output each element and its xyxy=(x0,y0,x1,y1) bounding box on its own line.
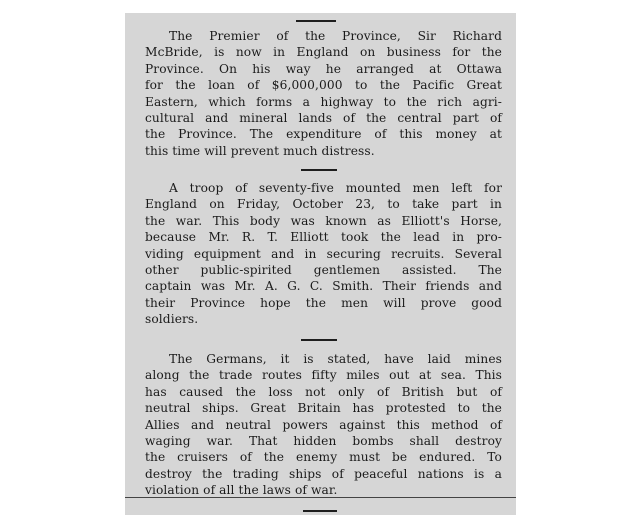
text-line: soldiers. xyxy=(145,312,199,327)
text-line: their Province hope the men will prove good xyxy=(145,295,502,310)
text-line: destroy the trading ships of peaceful nations is a xyxy=(145,466,502,481)
text-line: The Germans, it is stated, have laid mines xyxy=(169,352,502,366)
text-line: violation of all the laws of war. xyxy=(145,483,338,498)
text-line: England on Friday, October 23, to take part in xyxy=(145,197,502,212)
text-line: the war. This body was known as Elliott's Horse, xyxy=(145,213,502,228)
paragraph-elliotts-horse xyxy=(145,180,502,328)
text-line: has caused the loss not only of British but of xyxy=(145,384,502,399)
text-line: this time will prevent much distress. xyxy=(145,143,375,158)
text-line: The Premier of the Province, Sir Richard xyxy=(169,29,502,43)
paragraph-german-mines xyxy=(145,351,502,499)
text-line: the Province. The expenditure of this money at xyxy=(145,127,502,142)
text-line: waging war. That hidden bombs shall destroy xyxy=(145,434,502,449)
bottom-rule xyxy=(303,510,337,512)
text-line: Allies and neutral powers against this method of xyxy=(145,417,502,432)
section-divider xyxy=(301,169,337,171)
clipping-fold-line xyxy=(125,497,516,498)
top-rule xyxy=(296,20,336,22)
text-line: neutral ships. Great Britain has protested to the xyxy=(145,401,502,416)
text-line: Province. On his way he arranged at Ottawa xyxy=(145,61,502,76)
text-line: because Mr. R. T. Elliott took the lead in pro- xyxy=(145,230,502,245)
text-line: the cruisers of the enemy must be endured. To xyxy=(145,450,502,465)
text-line: A troop of seventy-five mounted men left for xyxy=(169,181,502,195)
text-line: for the loan of $6,000,000 to the Pacific Great xyxy=(145,78,502,93)
text-line: along the trade routes fifty miles out at sea. This xyxy=(145,368,502,383)
paragraph-mcbride xyxy=(145,28,502,159)
text-line: viding equipment and in securing recruits. Several xyxy=(145,246,502,261)
text-line: McBride, is now in England on business for the xyxy=(145,45,502,60)
text-line: captain was Mr. A. G. C. Smith. Their friends and xyxy=(145,279,502,294)
text-line: cultural and mineral lands of the central part of xyxy=(145,111,502,126)
newspaper-clipping xyxy=(125,13,516,515)
text-line: other public-spirited gentlemen assisted. The xyxy=(145,263,502,278)
section-divider xyxy=(301,339,337,341)
text-line: Eastern, which forms a highway to the rich agri- xyxy=(145,94,502,109)
